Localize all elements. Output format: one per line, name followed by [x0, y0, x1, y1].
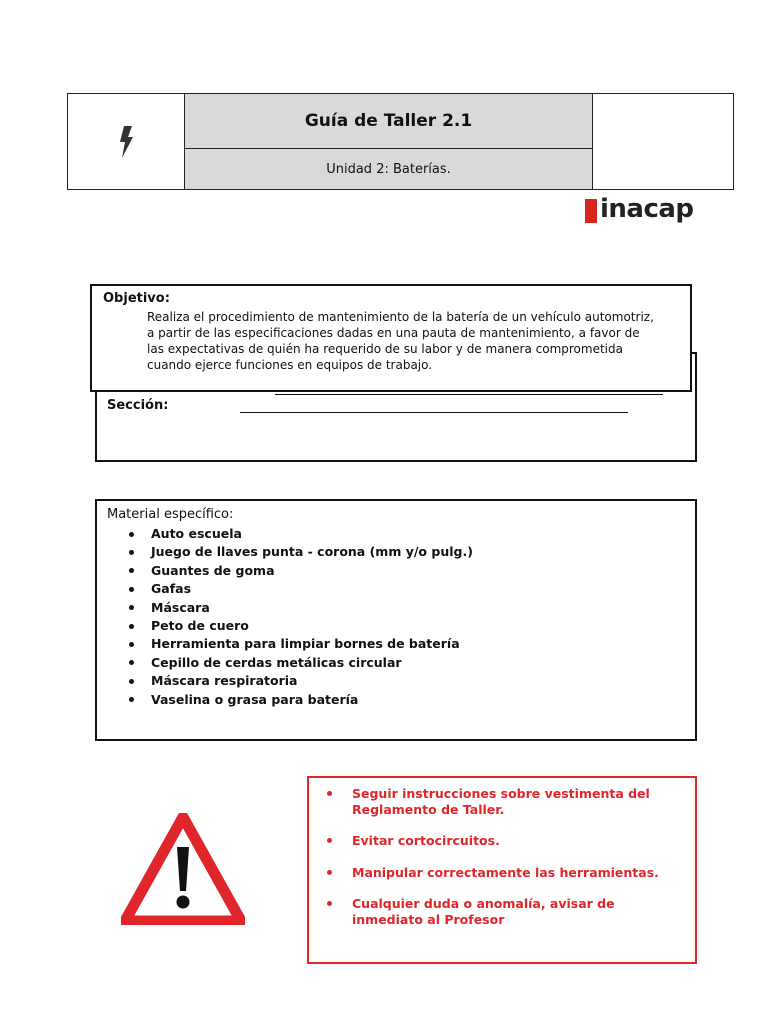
lightning-bolt-icon — [118, 126, 134, 158]
bullet-icon — [129, 568, 134, 573]
materials-box — [95, 499, 697, 741]
material-item: Gafas — [151, 581, 192, 597]
list-item — [327, 833, 682, 849]
safety-warnings-box — [307, 776, 697, 964]
bullet-icon — [129, 660, 134, 665]
brand-logo — [585, 190, 725, 228]
list-item — [129, 635, 473, 653]
list-item — [129, 691, 473, 709]
material-item: Herramienta para limpiar bornes de batería — [151, 636, 460, 652]
objective-text — [147, 309, 682, 373]
list-item — [129, 562, 473, 580]
list-item — [129, 672, 473, 690]
bullet-icon — [327, 870, 332, 875]
bullet-icon — [129, 624, 134, 629]
objective-line: las expectativas de quién ha requerido de su labor y de manera comprometida — [147, 342, 623, 356]
material-item: Juego de llaves punta - corona (mm y/o pulg.) — [151, 544, 473, 560]
section-label: Sección: — [107, 398, 169, 413]
header-table — [67, 93, 734, 190]
bullet-icon — [327, 838, 332, 843]
material-item: Máscara respiratoria — [151, 673, 298, 689]
brand-name: inacap — [600, 194, 694, 224]
header-logo-cell — [68, 94, 185, 189]
objective-line: cuando ejerce funciones en equipos de trabajo. — [147, 358, 433, 372]
page-subtitle: Unidad 2: Baterías. — [185, 149, 592, 189]
material-item: Vaselina o grasa para batería — [151, 691, 359, 707]
material-item: Máscara — [151, 599, 210, 615]
list-item — [129, 580, 473, 598]
material-item: Cepillo de cerdas metálicas circular — [151, 654, 402, 670]
list-item — [327, 865, 682, 881]
objective-line: a partir de las especificaciones dadas en una pauta de mantenimiento, a favor de — [147, 326, 640, 340]
list-item — [327, 786, 682, 817]
page-title: Guía de Taller 2.1 — [185, 94, 592, 149]
materials-title — [107, 507, 233, 522]
material-item: Guantes de goma — [151, 562, 275, 578]
bullet-icon — [129, 679, 134, 684]
warning-triangle-icon — [121, 813, 245, 925]
materials-title-suffix: : — [229, 507, 234, 522]
material-item: Peto de cuero — [151, 617, 249, 633]
section-line-top — [275, 394, 663, 395]
header-empty-cell — [592, 94, 733, 189]
brand-mark — [585, 199, 597, 223]
warning-item: Seguir instrucciones sobre vestimenta del Reglamento de Taller. — [352, 786, 650, 817]
bullet-icon — [129, 642, 134, 647]
bullet-icon — [129, 550, 134, 555]
objective-line: Realiza el procedimiento de mantenimiento de la batería de un vehículo automotriz, — [147, 310, 654, 324]
bullet-icon — [129, 697, 134, 702]
list-item — [129, 654, 473, 672]
bullet-icon — [327, 791, 332, 796]
list-item — [129, 617, 473, 635]
warning-list — [327, 786, 682, 943]
bullet-icon — [327, 901, 332, 906]
section-input-line — [240, 412, 628, 413]
objective-box — [90, 284, 692, 392]
list-item — [327, 896, 682, 927]
bullet-icon — [129, 605, 134, 610]
warning-item: Cualquier duda o anomalía, avisar de inmediato al Profesor — [352, 896, 615, 927]
bullet-icon — [129, 587, 134, 592]
objective-label: Objetivo: — [103, 291, 170, 306]
list-item — [129, 599, 473, 617]
warning-item: Evitar cortocircuitos. — [352, 833, 500, 848]
warning-item: Manipular correctamente las herramientas. — [352, 864, 659, 880]
material-item: Auto escuela — [151, 526, 242, 541]
materials-list — [129, 525, 473, 709]
bullet-icon — [129, 532, 134, 537]
list-item — [129, 543, 473, 561]
materials-title-text: Material específico — [107, 507, 230, 522]
list-item — [129, 525, 473, 543]
